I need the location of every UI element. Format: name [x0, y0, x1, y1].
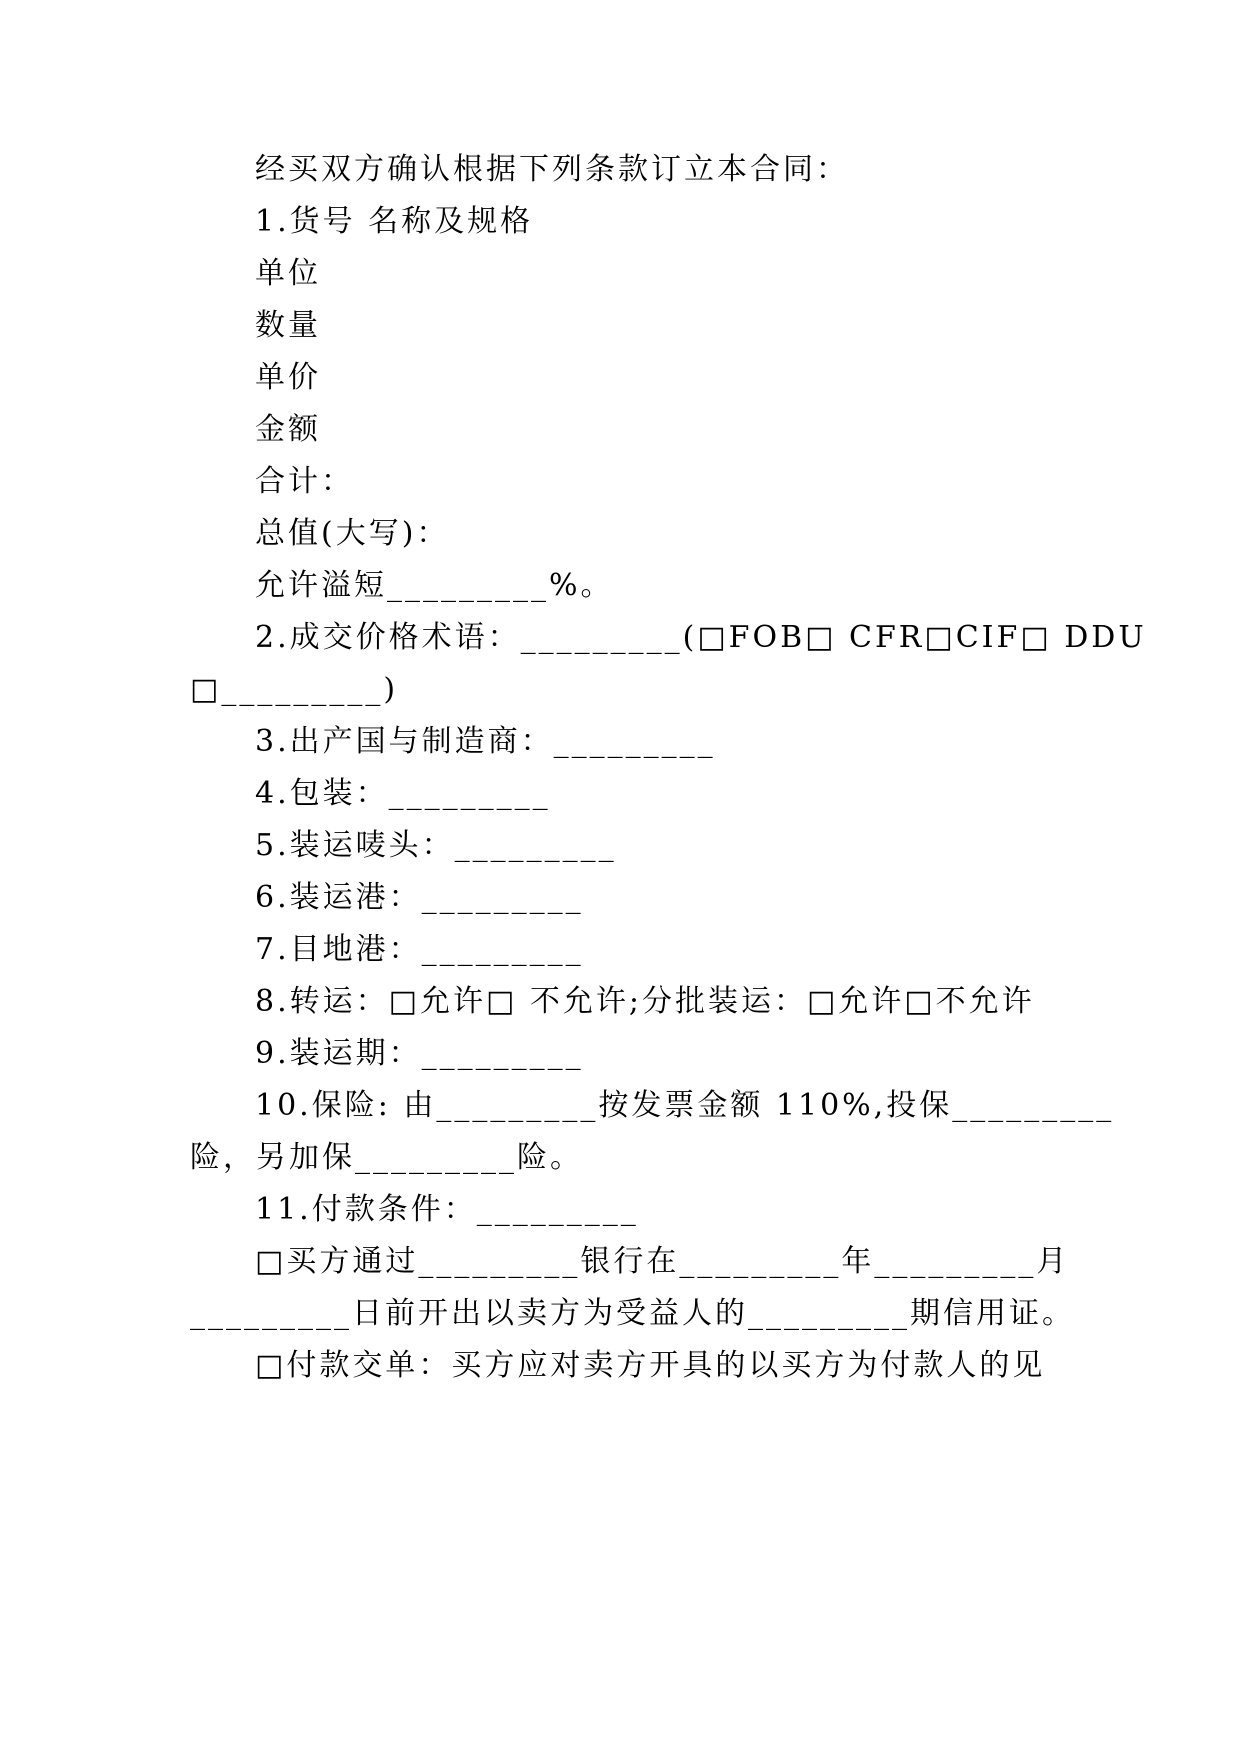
item-4-packing: 4.包装：_________: [255, 776, 551, 811]
item-6-port-of-loading: 6.装运港：_________: [255, 880, 584, 915]
item-8-transshipment: 8.转运：□允许□ 不允许;分批装运：□允许□不允许: [255, 984, 1035, 1019]
item-10-insurance: 10.保险: 由_________按发票金额 110%,投保_________: [255, 1088, 1115, 1123]
item-3-origin-manufacturer: 3.出产国与制造商：_________: [255, 724, 716, 759]
item-10-insurance-cont: 险，另加保_________险。: [190, 1140, 583, 1175]
payment-option-dp: □付款交单：买方应对卖方开具的以买方为付款人的见: [255, 1348, 1046, 1383]
contract-intro: 经买双方确认根据下列条款订立本合同：: [255, 152, 849, 187]
field-unit: 单位: [255, 256, 321, 291]
item-2-price-terms-cont: □_________): [190, 672, 399, 707]
field-tolerance: 允许溢短_________%。: [255, 568, 614, 603]
field-amount: 金额: [255, 412, 321, 447]
item-1-goods-name: 1.货号 名称及规格: [255, 204, 534, 239]
item-9-shipment-date: 9.装运期：_________: [255, 1036, 584, 1071]
field-unit-price: 单价: [255, 360, 321, 395]
field-quantity: 数量: [255, 308, 321, 343]
payment-option-lc-cont: _________日前开出以卖方为受益人的_________期信用证。: [190, 1296, 1075, 1331]
item-2-price-terms: 2.成交价格术语：_________(□FOB□ CFR□CIF□ DDU: [255, 620, 1147, 655]
field-total-in-words: 总值(大写)：: [255, 516, 450, 551]
item-7-port-of-destination: 7.目地港：_________: [255, 932, 584, 967]
payment-option-lc: □买方通过_________银行在_________年_________月: [255, 1244, 1070, 1279]
item-5-shipping-marks: 5.装运唛头：_________: [255, 828, 617, 863]
field-total: 合计：: [255, 464, 354, 499]
item-11-payment-terms: 11.付款条件：_________: [255, 1192, 639, 1227]
